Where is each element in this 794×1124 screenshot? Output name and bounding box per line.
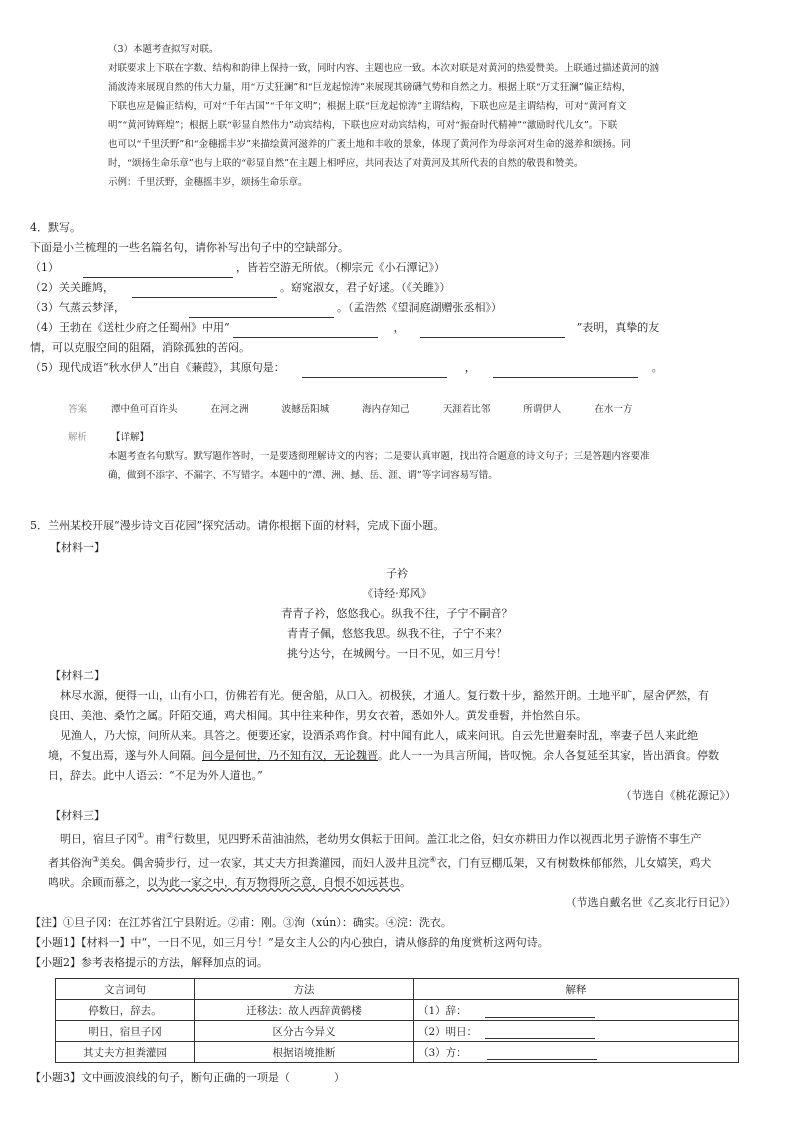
fill-blank[interactable] — [485, 1026, 595, 1039]
table-cell: 区分古今异义 — [195, 1021, 414, 1042]
m3-text: 者其俗洵 — [48, 856, 92, 870]
table-cell-answer — [414, 1000, 739, 1021]
item-num: （4）王勃在《送杜少府之任蜀州》中用“ — [30, 321, 230, 334]
q3-explain-line: 时，“颂扬生命乐章”也与上联的“彰显自然”在主题上相呼应，共同表达了对黄河及其所代表的自然的敬畏和赞美。 — [108, 158, 584, 169]
sub-question-2: 【小题2】参考表格提示的方法，解释加点的词。 — [30, 956, 268, 970]
answer-label: 答案 — [68, 404, 88, 415]
poem-title: 子衿 — [386, 567, 408, 580]
q5-title: 5．兰州某校开展“漫步诗文百花园”探究活动。请你根据下面的材料，完成下面小题。 — [30, 519, 445, 532]
item-text: ，皆若空游无所依。（柳宗元《小石潭记》） — [236, 261, 445, 274]
item-num: （5）现代成语“秋水伊人”出自《蒹葭》，其原句是： — [30, 361, 285, 374]
table-cell: 根据语境推断 — [195, 1042, 414, 1063]
table-cell: 其丈夫方担粪灌园 — [56, 1042, 195, 1063]
fill-blank[interactable] — [493, 365, 638, 378]
answer-item: 潭中鱼可百许头 — [111, 404, 178, 415]
answer-item: 在水一方 — [594, 404, 633, 415]
q3-explain-line: 明”“黄河铸辉煌”；根据上联“彰显自然伟力”动宾结构，下联也应对动宾结构，可对“振奋时代精神”“激励时代儿女”。下联 — [108, 120, 618, 131]
poem-source: 《诗经·郑风》 — [362, 587, 432, 600]
note-mark: ① — [137, 831, 145, 840]
m3-line — [0, 826, 794, 850]
m2-line: 良田、美池、桑竹之属。阡陌交通，鸡犬相闻。其中往来种作，男女衣着，悉如外人。黄发垂髫，并怡然自乐。 — [48, 709, 587, 722]
q4-analysis — [0, 428, 794, 485]
material-3-label: 【材料三】 — [50, 809, 105, 822]
q3-explain-line: 下联也应是偏正结构，可对“千年古国”“千年文明”；根据上联“巨龙起惊涛”主谓结构，下联也应是主谓结构，可对“黄河育文 — [108, 101, 627, 112]
q4-title: 4．默写。 — [30, 221, 81, 234]
q4-item-4 — [0, 318, 794, 338]
q3-explain-line: 对联要求上下联在字数、结构和韵律上保持一致，同时内容、主题也应一致。本次对联是对黄河的热爱赞美。上联通过描述黄河的汹 — [108, 63, 660, 74]
m2-underlined-sentence: 问今是何世，乃不知有汉，无论魏晋 — [202, 749, 378, 762]
q4-section — [0, 218, 794, 378]
m3-text: 美矣。偶舍骑步行，过一农家，其丈夫方担粪灌园，而妇人汲井且浣 — [99, 856, 430, 870]
fill-blank[interactable] — [83, 265, 233, 278]
q4-answer-row — [0, 400, 794, 419]
table-header: 解释 — [414, 979, 739, 1000]
item-text: 。窈窕淑女，君子好逑。（《关雎》） — [280, 281, 451, 294]
table-cell: 停数日，辞去。 — [56, 1000, 195, 1021]
item-text: ”表明，真挚的友 — [576, 321, 660, 334]
table-header-row — [56, 979, 739, 1000]
fill-blank[interactable] — [189, 305, 334, 318]
answer-item: 波撼岳阳城 — [281, 404, 330, 415]
table-cell: 迁移法：故人西辞黄鹤楼 — [195, 1000, 414, 1021]
m3-text: 鸣吠。余顾而慕之， — [48, 876, 147, 890]
item-num: （1） — [30, 261, 59, 274]
item-text: 。（孟浩然《望洞庭湖赠张丞相》） — [337, 301, 502, 314]
q4-item-4-cont: 情，可以克服空间的阻隔，消除孤独的苦闷。 — [30, 341, 250, 354]
q4-intro: 下面是小兰梳理的一些名篇名句，请你补写出句子中的空缺部分。 — [30, 241, 349, 254]
answer-prefix: （1）辞： — [418, 1004, 467, 1017]
m3-line — [0, 873, 794, 893]
m2-source: （节选自《桃花源记》） — [620, 789, 736, 802]
note: 【注】①旦子冈：在江苏省江宁县附近。②甫：刚。③洵（xún）：确实。④浣：洗衣。 — [30, 916, 452, 930]
answer-item: 所谓伊人 — [523, 404, 562, 415]
m2-text: 。此人一一为具言所闻，皆叹惋。余人各复延至其家，皆出酒食。停数 — [378, 749, 719, 762]
m3-text: 明日，宿旦子冈 — [60, 832, 137, 846]
m3-source: （节选自戴名世《乙亥北行日记》） — [565, 896, 736, 910]
fill-blank[interactable] — [233, 325, 378, 338]
q4-item-3 — [0, 298, 794, 318]
answer-item: 天涯若比邻 — [442, 404, 491, 415]
note-mark: ② — [166, 831, 174, 840]
fill-blank[interactable] — [420, 325, 565, 338]
q3-sub-label: （3）本题考查拟写对联。 — [108, 44, 219, 55]
sub-question-3: 【小题3】文中画波浪线的句子，断句正确的一项是（ ） — [30, 1071, 345, 1084]
m2-line — [0, 746, 794, 766]
note-mark: ③ — [92, 854, 100, 864]
answer-item: 海内存知己 — [362, 404, 410, 415]
answer-prefix: （2）明日： — [418, 1025, 478, 1038]
detail-tag: 【详解】 — [111, 432, 150, 443]
q3-example: 示例：千里沃野，金穗摇丰岁，颂扬生命乐章。 — [108, 177, 308, 188]
q3-explain-line: 涌波涛来展现自然的伟大力量，用“万丈狂澜”和“巨龙起惊涛”来展现其磅礴气势和自然之力。根据上联“万丈狂澜”偏正结构， — [108, 82, 632, 93]
item-sep: ， — [393, 321, 405, 334]
material-2-label: 【材料二】 — [50, 669, 105, 682]
item-text: 。 — [651, 361, 663, 374]
table-cell-answer — [414, 1021, 739, 1042]
table-cell-answer — [414, 1042, 739, 1063]
note-mark: ④ — [429, 854, 437, 864]
q4-item-5 — [0, 358, 794, 378]
table-row — [56, 1000, 739, 1021]
poem-line: 青青子佩，悠悠我思。纵我不往，子宁不来？ — [287, 627, 507, 640]
q3-section — [0, 40, 794, 192]
material-1-label: 【材料一】 — [50, 541, 105, 554]
poem-line: 青青子衿，悠悠我心。纵我不往，子宁不嗣音？ — [281, 607, 513, 620]
item-num: （3）气蒸云梦泽， — [30, 301, 125, 314]
item-sep: ， — [464, 361, 476, 374]
detail-line: 确，做到不添字、不漏字、不写错字。本题中的“潭、洲、撼、岳、涯、谓”等字词容易写错。 — [108, 470, 498, 481]
m3-text: 。甫 — [144, 832, 167, 846]
m2-text: 境，不复出焉，遂与外人间隔。 — [48, 749, 202, 762]
analysis-label: 解析 — [68, 432, 88, 443]
m3-wavy-sentence: 以为此一家之中，有万物得所之意，自恨不如远甚也 — [147, 876, 400, 890]
m2-line: 见渔人，乃大惊，问所从来。具答之。便要还家，设酒杀鸡作食。村中闻有此人，咸来问讯。自云先世避秦时乱，率妻子邑人来此绝 — [60, 729, 698, 742]
fill-blank[interactable] — [487, 1047, 597, 1060]
m2-line: 林尽水源，便得一山，山有小口，仿佛若有光。便舍船，从口入。初极狭，才通人。复行数十步，豁然开朗。土地平旷，屋舍俨然，有 — [60, 689, 709, 702]
answer-prefix: （3）方： — [418, 1046, 467, 1059]
m3-text: 行数里，见四野禾苗油油然，老幼男女俱耘于田间。盖江北之俗，妇女亦耕田力作以视西北男子游惰不事生产 — [173, 832, 702, 846]
fill-blank[interactable] — [485, 1005, 595, 1018]
q5-section — [0, 516, 794, 973]
sub-question-1: 【小题1】【材料一】中“，一日不见，如三月兮！”是女主人公的内心独白，请从修辞的角度赏析这两句诗。 — [30, 936, 549, 950]
m3-text: 。 — [400, 876, 411, 890]
detail-line: 本题考查名句默写。默写题作答时，一是要透彻理解诗文的内容；二是要认真审题，找出符合题意的诗文句子；三是答题内容要准 — [108, 451, 650, 462]
sub-question-3-wrap — [0, 1068, 794, 1088]
explain-table — [55, 978, 739, 1063]
table-header: 方法 — [195, 979, 414, 1000]
answer-item: 在河之洲 — [210, 404, 249, 415]
table-header: 文言词句 — [56, 979, 195, 1000]
fill-blank[interactable] — [132, 285, 277, 298]
item-num: （2）关关雎鸠， — [30, 281, 114, 294]
q4-item-1 — [0, 258, 794, 278]
poem-line: 挑兮达兮，在城阙兮。一日不见，如三月兮！ — [287, 647, 507, 660]
table-row — [56, 1021, 739, 1042]
table-row — [56, 1042, 739, 1063]
m3-line — [0, 850, 794, 874]
q3-explain-line: 也可以“千里沃野”和“金穗摇丰岁”来描绘黄河滋养的广袤土地和丰收的景象，体现了黄河作为母亲河对生命的滋养和颂扬。同 — [108, 139, 631, 150]
m3-text: 衣，门有豆棚瓜架，又有树数株郁郁然，儿女嬉笑，鸡犬 — [436, 856, 712, 870]
fill-blank[interactable] — [302, 365, 447, 378]
table-cell: 明日，宿旦子冈 — [56, 1021, 195, 1042]
q4-item-2 — [0, 278, 794, 298]
m2-line: 日，辞去。此中人语云：“不足为外人道也。” — [48, 769, 263, 782]
